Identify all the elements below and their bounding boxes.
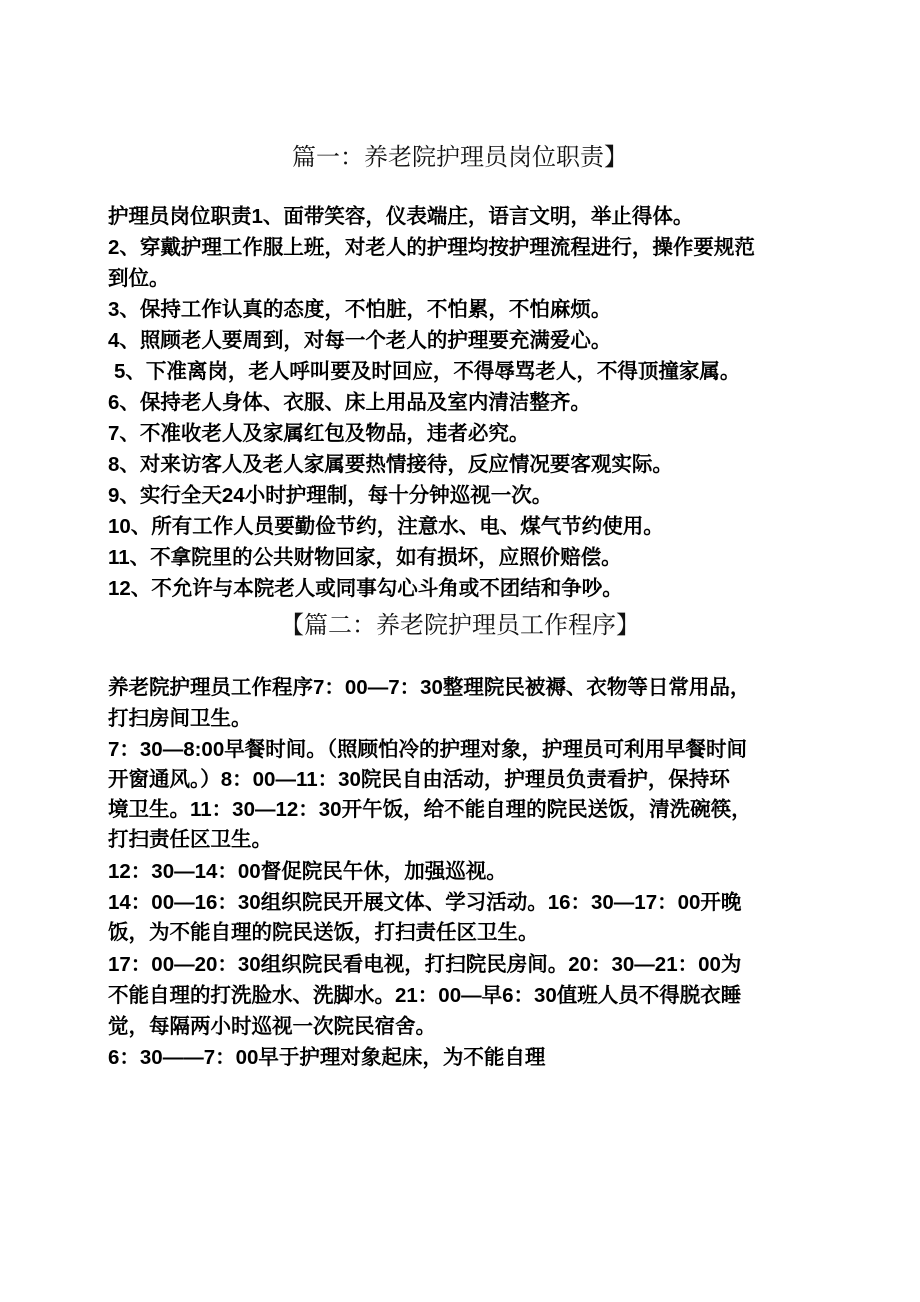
text-line: 7、不准收老人及家属红包及物品，违者必究。 [108,422,530,445]
text-line: 打扫责任区卫生。 [108,828,272,851]
text-line: 14：00—16：30组织院民开展文体、学习活动。16：30—17：00开晚 [108,891,742,914]
text-line: 养老院护理员工作程序7：00—7：30整理院民被褥、衣物等日常用品， [108,676,751,699]
text-line: 饭，为不能自理的院民送饭，打扫责任区卫生。 [108,921,539,944]
text-line: 境卫生。11：30—12：30开午饭，给不能自理的院民送饭，清洗碗筷， [108,798,752,821]
text-line: 6、保持老人身体、衣服、床上用品及室内清洁整齐。 [108,391,591,414]
text-line: 11、不拿院里的公共财物回家，如有损坏，应照价赔偿。 [108,546,622,569]
text-line: 12：30—14：00督促院民午休，加强巡视。 [108,860,507,883]
text-line: 9、实行全天24小时护理制，每十分钟巡视一次。 [108,484,553,507]
text-line: 4、照顾老人要周到，对每一个老人的护理要充满爱心。 [108,329,612,352]
text-line: 5、下准离岗，老人呼叫要及时回应，不得辱骂老人，不得顶撞家属。 [114,360,741,383]
text-line: 12、不允许与本院老人或同事勾心斗角或不团结和争吵。 [108,577,623,600]
text-line: 打扫房间卫生。 [108,707,252,730]
text-line: 7：30—8:00早餐时间。（照顾怕冷的护理对象，护理员可利用早餐时间 [108,738,747,761]
section1-title: 篇一：养老院护理员岗位职责】 [292,143,628,171]
text-line: 到位。 [108,267,170,290]
text-line: 2、穿戴护理工作服上班，对老人的护理均按护理流程进行，操作要规范 [108,236,755,259]
text-line: 6：30——7：00早于护理对象起床，为不能自理 [108,1046,546,1069]
text-line: 护理员岗位职责1、面带笑容，仪表端庄，语言文明，举止得体。 [108,205,694,228]
text-line: 觉，每隔两小时巡视一次院民宿舍。 [108,1015,436,1038]
text-line: 不能自理的打洗脸水、洗脚水。21：00—早6：30值班人员不得脱衣睡 [108,984,742,1007]
text-line: 8、对来访客人及老人家属要热情接待，反应情况要客观实际。 [108,453,673,476]
text-line: 10、所有工作人员要勤俭节约，注意水、电、煤气节约使用。 [108,515,664,538]
text-line: 开窗通风。）8：00—11：30院民自由活动，护理员负责看护，保持环 [108,768,730,791]
section2-title: 【篇二：养老院护理员工作程序】 [280,611,640,639]
text-line: 17：00—20：30组织院民看电视，打扫院民房间。20：30—21：00为 [108,953,742,976]
text-line: 3、保持工作认真的态度，不怕脏，不怕累，不怕麻烦。 [108,298,612,321]
